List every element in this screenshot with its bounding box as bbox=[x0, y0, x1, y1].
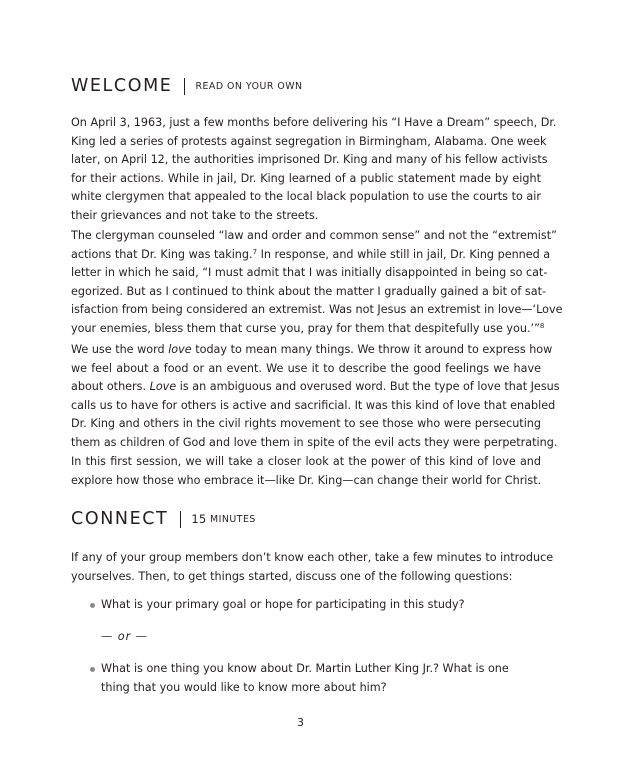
text-line: their grievances and not take to the streets. bbox=[71, 208, 319, 222]
text-line: yourselves. Then, to get things started, discuss one of the following questions: bbox=[71, 569, 513, 583]
welcome-paragraph-2 bbox=[71, 227, 563, 339]
emphasis-love: love bbox=[168, 343, 192, 356]
text-run: your enemies, bless them that curse you, pray for them that despitefully use you.’” bbox=[71, 321, 540, 335]
welcome-paragraph-4 bbox=[71, 453, 541, 490]
text-line bbox=[71, 246, 551, 265]
text-run: is an ambiguous and overused word. But the type of love that Jesus bbox=[176, 380, 560, 394]
connect-section-heading bbox=[71, 509, 256, 529]
welcome-title: WELCOME bbox=[71, 76, 173, 96]
text-line: If any of your group members don’t know each other, take a few minutes to introduce bbox=[71, 551, 554, 564]
connect-title: CONNECT bbox=[71, 509, 169, 529]
welcome-paragraph-1 bbox=[71, 114, 557, 226]
text-run: about others. bbox=[71, 380, 150, 394]
heading-divider bbox=[180, 511, 181, 528]
text-line: calls us to have for others is active and sacrificial. It was this kind of love that enabled bbox=[71, 398, 556, 412]
text-line: King led a series of protests against segregation in Birmingham, Alabama. One week bbox=[71, 134, 547, 148]
bullet-dot-icon bbox=[90, 603, 95, 608]
text-run: We use the word bbox=[71, 343, 169, 356]
heading-divider bbox=[184, 78, 185, 95]
text-line bbox=[71, 341, 553, 360]
text-line bbox=[71, 378, 560, 397]
text-line: egorized. But as I continued to think about the matter I gradually gained a bit of sat- bbox=[71, 284, 546, 298]
text-line: we feel about a food or an event. We use it to describe the good feelings we have bbox=[71, 361, 541, 375]
text-line: isfaction from being considered an extremist. Was not Jesus an extremist in love—‘Love bbox=[71, 303, 563, 317]
text-line: white clergymen that appealed to the local black population to use the courts to air bbox=[71, 190, 541, 204]
question-text-line: What is one thing you know about Dr. Martin Luther King Jr.? What is one bbox=[101, 662, 509, 675]
text-line: later, on April 12, the authorities imprisoned Dr. King and many of his fellow activists bbox=[71, 153, 548, 167]
text-line: for their actions. While in jail, Dr. King learned of a public statement made by eight bbox=[71, 171, 541, 185]
or-text: — or — bbox=[101, 630, 148, 643]
text-line: The clergyman counseled “law and order and common sense” and not the “extremist” bbox=[71, 229, 557, 242]
bullet-dot-icon bbox=[90, 667, 95, 672]
text-line: Dr. King and others in the civil rights movement to see those who were persecuting bbox=[71, 417, 541, 431]
text-run: today to mean many things. We throw it around to express how bbox=[191, 343, 553, 356]
text-run: actions that Dr. King was taking. bbox=[71, 247, 253, 261]
text-line bbox=[71, 320, 545, 339]
connect-minutes-label bbox=[207, 514, 256, 525]
text-line: On April 3, 1963, just a few months before delivering his “I Have a Dream” speech, Dr. bbox=[71, 116, 557, 129]
page-number: 3 bbox=[297, 716, 304, 729]
welcome-paragraph-3 bbox=[71, 341, 560, 453]
discussion-question-2 bbox=[90, 660, 520, 697]
text-line: letter in which he said, “I must admit that I was initially disappointed in being so cat- bbox=[71, 266, 548, 280]
connect-intro bbox=[71, 549, 554, 586]
footnote-marker-7: 7 bbox=[252, 247, 258, 256]
welcome-subtitle: READ ON YOUR OWN bbox=[195, 80, 303, 92]
or-separator bbox=[101, 628, 148, 647]
discussion-question-1 bbox=[90, 596, 520, 615]
welcome-section-heading bbox=[71, 76, 303, 96]
minutes-label-text: MINUTES bbox=[209, 513, 256, 525]
text-run: In response, and while still in jail, Dr. King penned a bbox=[257, 247, 551, 261]
question-text: What is your primary goal or hope for participating in this study? bbox=[101, 598, 465, 611]
text-line: explore how those who embrace it—like Dr. King—can change their world for Christ. bbox=[71, 473, 542, 487]
text-line: In this first session, we will take a closer look at the power of this kind of love and bbox=[71, 455, 541, 468]
text-line: them as children of God and love them in spite of the evil acts they were perpetrating. bbox=[71, 435, 558, 449]
footnote-marker-8: 8 bbox=[539, 321, 545, 330]
emphasis-love: Love bbox=[149, 380, 177, 394]
book-page bbox=[71, 0, 563, 761]
connect-minutes: 15 bbox=[191, 512, 207, 526]
question-text-line: thing that you would like to know more about him? bbox=[101, 680, 387, 694]
